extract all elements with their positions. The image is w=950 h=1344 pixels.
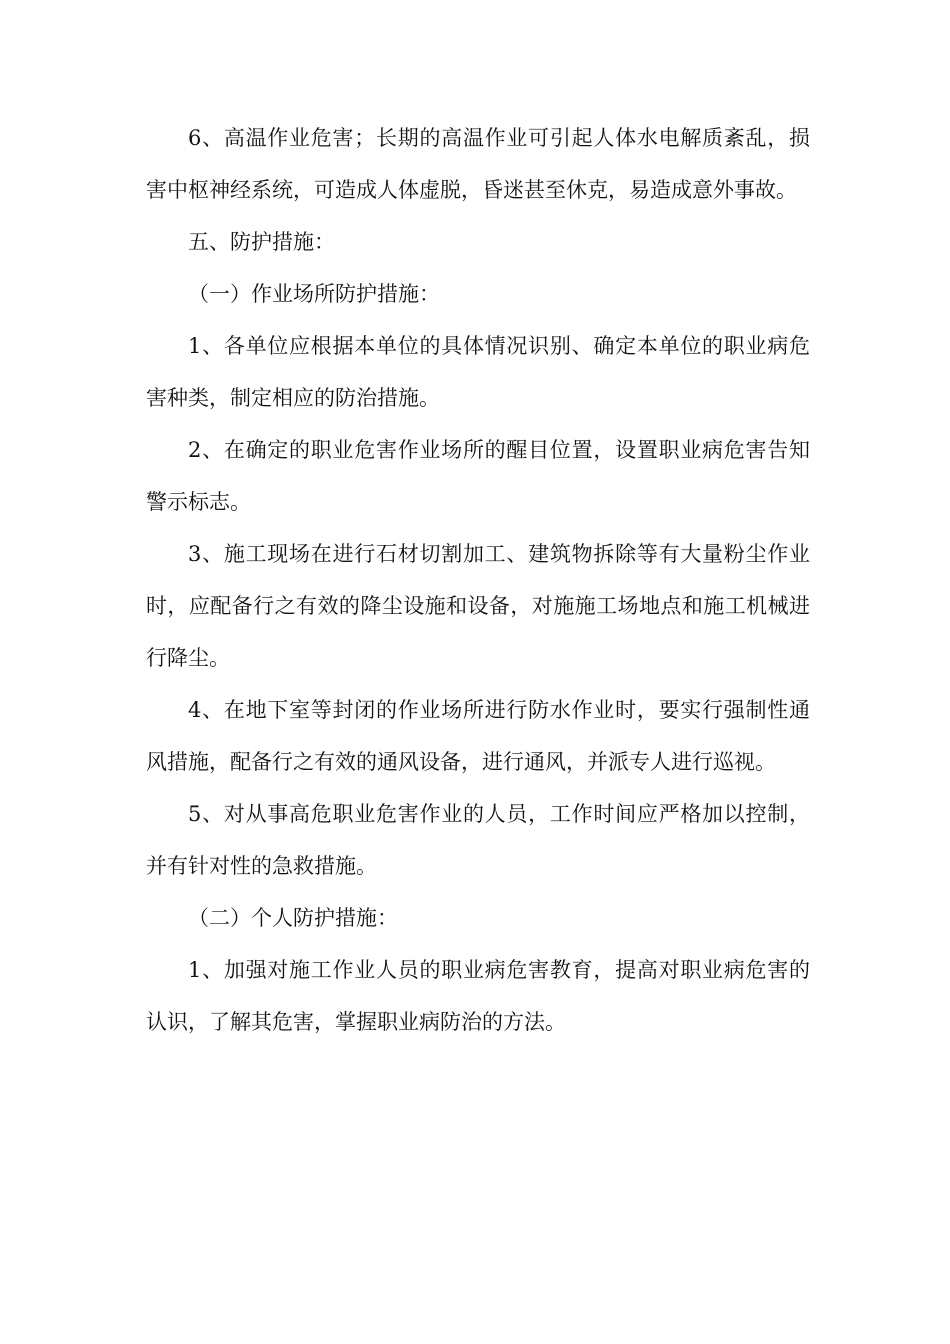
- paragraph-workplace-item-5: 5、对从事高危职业危害作业的人员，工作时间应严格加以控制，并有针对性的急救措施。: [146, 802, 810, 878]
- heading-protective-measures: 五、防护措施：: [188, 230, 335, 254]
- paragraph-workplace-item-1: 1、各单位应根据本单位的具体情况识别、确定本单位的职业病危害种类，制定相应的防治措施。: [146, 334, 810, 410]
- document-body: [146, 112, 810, 1048]
- paragraph-high-temperature-hazard: 6、高温作业危害；长期的高温作业可引起人体水电解质紊乱，损害中枢神经系统，可造成人体虚脱，昏迷甚至休克，易造成意外事故。: [146, 126, 810, 202]
- subheading-workplace-measures: （一）作业场所防护措施：: [188, 282, 440, 306]
- paragraph-workplace-item-4: 4、在地下室等封闭的作业场所进行防水作业时，要实行强制性通风措施，配备行之有效的通风设备，进行通风，并派专人进行巡视。: [146, 698, 810, 774]
- paragraph-personal-item-1: 1、加强对施工作业人员的职业病危害教育，提高对职业病危害的认识，了解其危害，掌握职业病防治的方法。: [146, 958, 810, 1034]
- paragraph-workplace-item-3: 3、施工现场在进行石材切割加工、建筑物拆除等有大量粉尘作业时，应配备行之有效的降尘设施和设备，对施施工场地点和施工机械进行降尘。: [146, 542, 810, 670]
- paragraph-workplace-item-2: 2、在确定的职业危害作业场所的醒目位置，设置职业病危害告知警示标志。: [146, 438, 810, 514]
- subheading-personal-measures: （二）个人防护措施：: [188, 906, 398, 930]
